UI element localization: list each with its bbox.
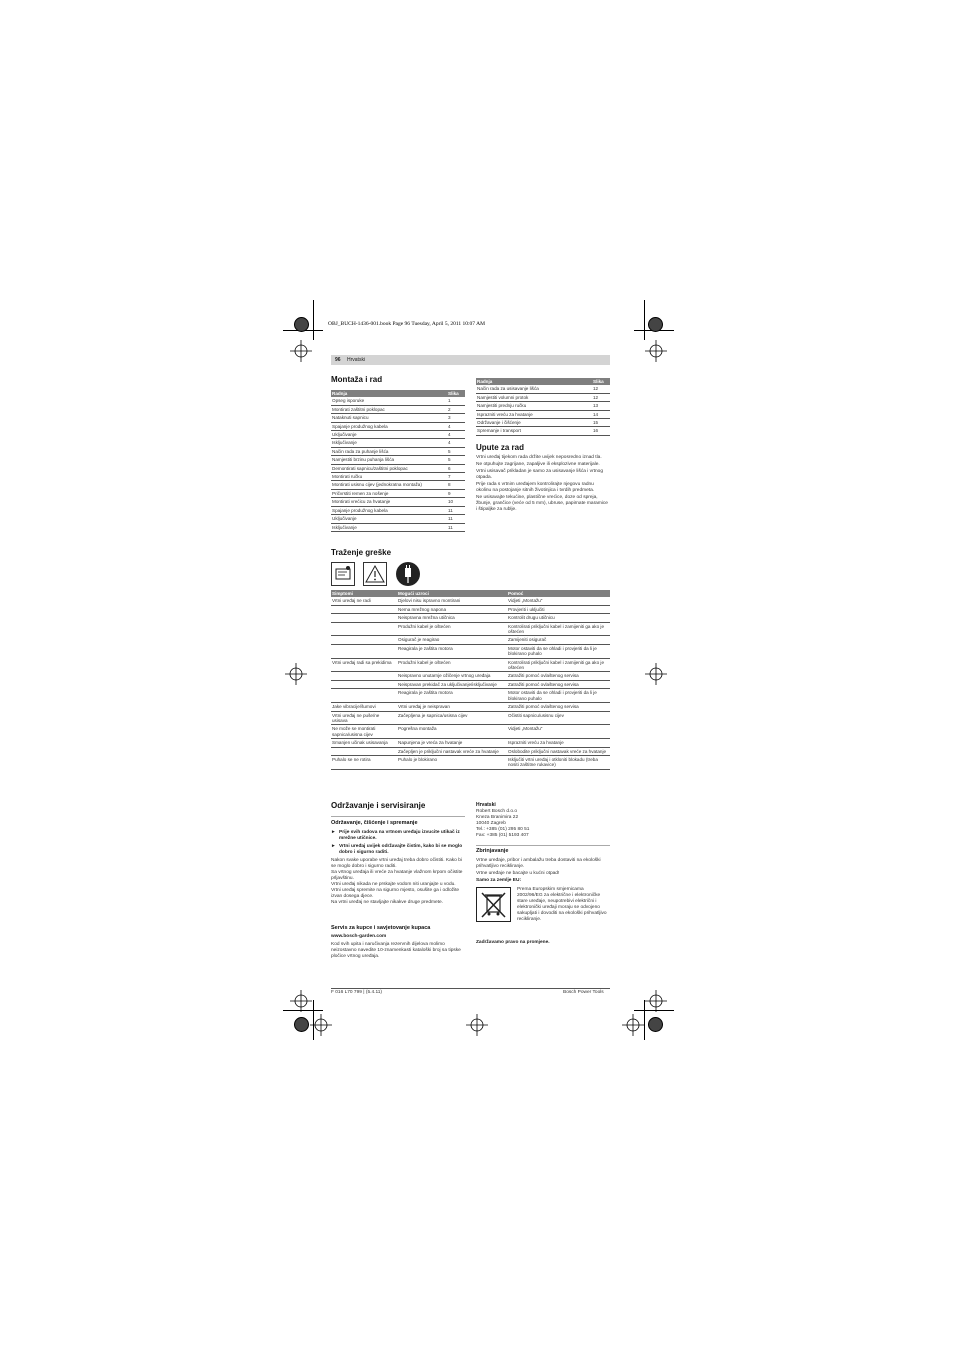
bullet-text: Vrtni uređaj uvijek održavajte čistim, kako bi se moglo dobro i sigurno raditi. <box>339 844 463 855</box>
table-cell: Nema mrežnog napona <box>397 605 507 613</box>
registration-mark-icon <box>310 1014 332 1036</box>
eu-label: Samo za zemlje EU: <box>476 878 522 883</box>
table-cell: Način rada za usisavanje lišća <box>476 385 592 393</box>
table-row <box>331 672 610 680</box>
registration-mark-icon <box>290 990 312 1012</box>
table-cell <box>331 689 397 703</box>
page-header-bar <box>331 355 610 365</box>
footer-left: F 016 L70 799 | (5.4.11) <box>331 990 383 995</box>
table-cell: Jake vibracije/šumovi <box>331 703 397 711</box>
zbrinjavanje-title: Zbrinjavanje <box>476 848 509 854</box>
table-cell: 4 <box>447 422 465 430</box>
table-cell: Motor ostaviti da se ohladi i provjeriti da li je blokirano puhalo <box>507 689 610 703</box>
table-row <box>331 703 610 711</box>
registration-disc <box>294 317 309 332</box>
bullet-item <box>331 844 465 856</box>
country-label: Hrvatski <box>476 802 496 808</box>
table-cell: Puhalo je blokirano <box>397 755 507 769</box>
table-cell: Montirati zaštitni poklopac <box>331 405 447 413</box>
table-cell: Provjeriti i uključiti <box>507 605 610 613</box>
table-cell <box>331 622 397 636</box>
service-text: Kod svih upita i naručivanja rezervnih dijelova molimo neizostavno navedite 10-znamenkasti kataloški broj sa tipske pločice vrtnog uređaja. <box>331 942 461 959</box>
table-cell: Isprazniti vreću za hvatanje <box>507 739 610 747</box>
paragraph: Prije rada s vrtnim uređajem kontrolirajte njegovu radnu okolinu na postojanje sitnih životinjica i tvrdih predmeta. <box>476 482 595 493</box>
col-header: Radnja <box>331 390 447 397</box>
table-row <box>331 739 610 747</box>
table-cell: Motor ostaviti da se ohladi i provjeriti da li je blokirano puhalo <box>507 644 610 658</box>
table-row <box>331 431 465 439</box>
table-cell: 11 <box>447 515 465 523</box>
registration-mark-icon <box>645 663 667 685</box>
table-cell: Demontirati sapnicu/zaštitni poklopac <box>331 464 447 472</box>
table-cell: 10 <box>447 498 465 506</box>
section-title-odrzavanje: Održavanje i servisiranje <box>331 801 426 810</box>
bullet-item <box>331 830 465 842</box>
table-cell: Kontrolirati priključni kabel i zamijeniti ga ako je oštećen <box>507 658 610 672</box>
table-cell: 13 <box>592 402 610 410</box>
table-cell: Osigurač je reagirao <box>397 636 507 644</box>
table-cell: Spajanje produžnog kabela <box>331 506 447 514</box>
section-title-trazenje: Traženje greške <box>331 548 392 557</box>
registration-mark-icon <box>645 340 667 362</box>
table-cell: Ne može se montirati sapnica/usisna cijev <box>331 725 397 739</box>
odrzavanje-bullets <box>331 830 465 858</box>
col-header: Mogući uzroci <box>397 590 507 597</box>
table-cell: 16 <box>592 427 610 435</box>
table-cell <box>331 680 397 688</box>
table-cell: 11 <box>447 523 465 531</box>
registration-mark-icon <box>290 340 312 362</box>
table-cell: Isprazniti vreću za hvatanje <box>476 410 592 418</box>
table-cell: Vrtni uređaj je neispravan <box>397 703 507 711</box>
table-row <box>331 622 610 636</box>
table-cell: Spremanje i transport <box>476 427 592 435</box>
subsection-title: Održavanje, čišćenje i spremanje <box>331 820 418 826</box>
table-cell: Vidjeti „Montažu“ <box>507 725 610 739</box>
table-cell: Održavanje i čišćenje <box>476 419 592 427</box>
table-row <box>331 636 610 644</box>
table-cell: 5 <box>447 447 465 455</box>
bullet-arrow-icon: ► <box>331 844 336 849</box>
table-cell: Oslobodite priključni nastavak vreće za hvatanje <box>507 747 610 755</box>
paragraph: Robert Bosch d.o.o <box>476 809 518 814</box>
table-cell: Produžni kabel je oštećen <box>397 622 507 636</box>
trazenje-table <box>331 590 610 770</box>
paragraph: Vrtni usisavač prikladan je samo za usisavanje lišća i vrtnog otpada. <box>476 469 603 480</box>
table-row <box>331 414 465 422</box>
table-cell: 8 <box>447 481 465 489</box>
warning-manual-icon <box>331 562 355 586</box>
table-cell: Vrtni uređaj radi sa prekidima <box>331 658 397 672</box>
registration-disc <box>648 1017 663 1032</box>
paragraph: Vrtni uređaj tijekom rada držite uvijek neposredno iznad tla. <box>476 455 602 460</box>
table-row <box>331 439 465 447</box>
table-row <box>476 385 610 393</box>
table-cell: Pričvrstiti remen za nošenje <box>331 489 447 497</box>
table-row <box>331 489 465 497</box>
table-cell: Zatražiti pomoć ovlaštenog servisa <box>507 703 610 711</box>
table-cell <box>331 672 397 680</box>
table-row <box>331 605 610 613</box>
table-cell: Začepljena je sapnica/usisna cijev <box>397 711 507 725</box>
table-cell: Očistiti sapnicu/usisnu cijev <box>507 711 610 725</box>
paragraph: Sa vrtnog uređaja ili vreće za hvatanje vlažnom krpom očistite prljavštinu. <box>331 870 463 881</box>
table-cell: Montirati vrećicu za hvatanje <box>331 498 447 506</box>
table-row <box>331 680 610 688</box>
table-cell: 1 <box>447 397 465 405</box>
table-cell: Montirati usisnu cijev (jednokratna montaža) <box>331 481 447 489</box>
table-cell <box>331 644 397 658</box>
paragraph: 10040 Zagreb <box>476 821 506 826</box>
paragraph: Vrtni uređaj nikada ne prskajte vodom niti uranjajte u vodu. <box>331 882 456 887</box>
table-cell: Neispravna mrežna utičnica <box>397 614 507 622</box>
table-row <box>331 405 465 413</box>
table-row <box>331 523 465 531</box>
table-cell: Produžni kabel je oštećen <box>397 658 507 672</box>
table-row <box>476 410 610 418</box>
service-url[interactable]: www.bosch-garden.com <box>331 934 387 939</box>
table-row <box>331 755 610 769</box>
table-cell: Zatražiti pomoć ovlaštenog servisa <box>507 680 610 688</box>
table-row <box>331 515 465 523</box>
table-row <box>331 658 610 672</box>
notice: Zadržavamo pravo na promjene. <box>476 940 550 945</box>
table-row <box>331 422 465 430</box>
table-row <box>331 464 465 472</box>
table-cell: Kontrolirati priključni kabel i zamijeniti ga ako je oštećen <box>507 622 610 636</box>
table-cell: Začepljen je priključni nastavak vreće za hvatanje <box>397 747 507 755</box>
registration-mark-icon <box>622 1014 644 1036</box>
table-row <box>476 402 610 410</box>
section-title-montaza: Montaža i rad <box>331 375 383 384</box>
table-cell: Napunjena je vreća za hvatanje <box>397 739 507 747</box>
table-cell: 5 <box>447 456 465 464</box>
table-cell: Neispravno unutarnje ožičenje vrtnog uređaja <box>397 672 507 680</box>
table-cell: Puhalo se ne rotira <box>331 755 397 769</box>
table-cell: Namjestiti brzinu puhanja lišća <box>331 456 447 464</box>
table-row <box>476 427 610 435</box>
table-cell: Uključivanje <box>331 515 447 523</box>
table-row <box>331 498 465 506</box>
paragraph: Fax: +385 (01) 5193 407 <box>476 833 529 838</box>
footer-right: Bosch Power Tools <box>563 990 604 995</box>
paragraph: Nakon svake uporabe vrtni uređaj treba dobro očistiti. Kako bi se moglo dobro i sigurno raditi. <box>331 858 462 869</box>
table-cell: Montirati ručku <box>331 473 447 481</box>
paragraph: Tel.: +385 (01) 295 80 51 <box>476 827 530 832</box>
table-row <box>331 725 610 739</box>
address-block <box>476 809 610 839</box>
col-header: Simptomi <box>331 590 397 597</box>
table-cell: Isključivanje <box>331 439 447 447</box>
table-cell <box>331 605 397 613</box>
table-row <box>331 711 610 725</box>
montaza-table <box>331 390 465 532</box>
file-header: OBJ_BUCH-1436-001.book Page 96 Tuesday, April 5, 2011 10:07 AM <box>328 321 485 327</box>
radnja-table <box>476 378 610 436</box>
table-cell: 12 <box>592 393 610 401</box>
table-cell: Opseg isporuke <box>331 397 447 405</box>
paragraph: Na vrtni uređaj ne stavljajte nikakve druge predmete. <box>331 900 443 905</box>
table-cell: Neispravan prekidač za uključivanje/isključivanje <box>397 680 507 688</box>
col-header: Radnja <box>476 378 592 385</box>
eu-text: Prema Europskim smjernicama 2002/96/EG za električne i elektroničke stare uređaje, neupotrebivi električni i elektronički uređaji moraju se odvojeno sakupljati i dovoditi na ekološki prihvatljivo recikliranje. <box>517 887 607 922</box>
table-row <box>476 393 610 401</box>
table-row <box>331 456 465 464</box>
table-cell: 2 <box>447 405 465 413</box>
zbrinjavanje-p2: Vrtne uređaje ne bacajte u kućni otpad! <box>476 871 560 876</box>
table-cell: Smanjen učinak usisavanja <box>331 739 397 747</box>
table-cell: 3 <box>447 414 465 422</box>
table-row <box>331 506 465 514</box>
table-row <box>331 644 610 658</box>
crossed-bin-icon <box>476 887 511 922</box>
registration-disc <box>294 1017 309 1032</box>
registration-mark-icon <box>285 663 307 685</box>
table-cell: Isključiti vrtni uređaj i otkloniti blokadu (treba nositi zaštitne rukavice) <box>507 755 610 769</box>
page-language: Hrvatski <box>347 357 366 363</box>
table-row <box>331 447 465 455</box>
table-cell: 12 <box>592 385 610 393</box>
page-number: 96 <box>335 357 341 363</box>
registration-mark-icon <box>645 990 667 1012</box>
upute-text <box>476 455 608 514</box>
table-row <box>331 473 465 481</box>
table-cell: Reagirala je zaštita motora <box>397 644 507 658</box>
col-header: Pomoć <box>507 590 610 597</box>
table-cell: 6 <box>447 464 465 472</box>
table-cell: Zamijeniti osigurač <box>507 636 610 644</box>
table-row <box>331 481 465 489</box>
table-cell <box>331 614 397 622</box>
paragraph: Vrtni uređaj spremite na sigurno mjesto, osušite ga i odložite izvan dosega djece. <box>331 888 460 899</box>
paragraph: Ne otpuhujte zagrijane, zapaljive ili eksplozivne materijale. <box>476 462 600 467</box>
table-row <box>331 614 610 622</box>
registration-disc <box>648 317 663 332</box>
table-cell <box>331 747 397 755</box>
hazard-triangle-icon <box>363 562 387 586</box>
table-cell: Pogrešna montaža <box>397 725 507 739</box>
registration-mark-icon <box>466 1014 488 1036</box>
table-cell: Uključivanje <box>331 431 447 439</box>
table-cell: 9 <box>447 489 465 497</box>
bullet-arrow-icon: ► <box>331 830 336 835</box>
table-cell: Vrtni uređaj ne puše/ne usisava <box>331 711 397 725</box>
table-cell: Djelovi nisu ispravno montirani <box>397 597 507 605</box>
table-cell: Način rada za puhanje lišća <box>331 447 447 455</box>
section-title-upute: Upute za rad <box>476 443 525 452</box>
table-cell <box>331 636 397 644</box>
table-cell: Nataknuti sapnicu <box>331 414 447 422</box>
table-cell: 4 <box>447 439 465 447</box>
table-row <box>331 597 610 605</box>
table-cell: 14 <box>592 410 610 418</box>
safety-icons <box>331 562 420 586</box>
paragraph: Kneza Branimira 22 <box>476 815 519 820</box>
table-cell: Kontrolit drugu utičnicu <box>507 614 610 622</box>
col-header: Slika <box>447 390 465 397</box>
table-row <box>331 747 610 755</box>
table-cell: Isključivanje <box>331 523 447 531</box>
table-cell: 11 <box>447 506 465 514</box>
table-row <box>331 397 465 405</box>
table-row <box>331 689 610 703</box>
table-cell: Zatražiti pomoć ovlaštenog servisa <box>507 672 610 680</box>
service-title: Servis za kupce i savjetovanje kupaca <box>331 925 431 931</box>
table-cell: 7 <box>447 473 465 481</box>
table-row <box>476 419 610 427</box>
table-cell: Namjestiti volumni protok <box>476 393 592 401</box>
table-cell: 4 <box>447 431 465 439</box>
table-cell: Vidjeti „Montažu“ <box>507 597 610 605</box>
odrzavanje-body <box>331 858 465 906</box>
table-cell: 15 <box>592 419 610 427</box>
bullet-text: Prije svih radova na vrtnom uređaju izvucite utikač iz mrežne utičnice. <box>339 830 460 841</box>
paragraph: Ne usisavajte tekućine, plastične vrećice, doze od spreja, žbunje, grančice (veće od 5 mm), ubruse, papirnate maramice i štipaljke za rublje. <box>476 495 608 512</box>
table-cell: Namjestiti prednju ručku <box>476 402 592 410</box>
table-cell: Vrtni uređaj ne radi <box>331 597 397 605</box>
unplug-icon <box>396 562 420 586</box>
col-header: Slika <box>592 378 610 385</box>
table-cell: Spajanje produžnog kabela <box>331 422 447 430</box>
table-cell: Reagirala je zaštita motora <box>397 689 507 703</box>
zbrinjavanje-p1: Vrtne uređaje, pribor i ambalažu treba dostaviti na ekološki prihvatljivo recikliranje. <box>476 858 601 869</box>
